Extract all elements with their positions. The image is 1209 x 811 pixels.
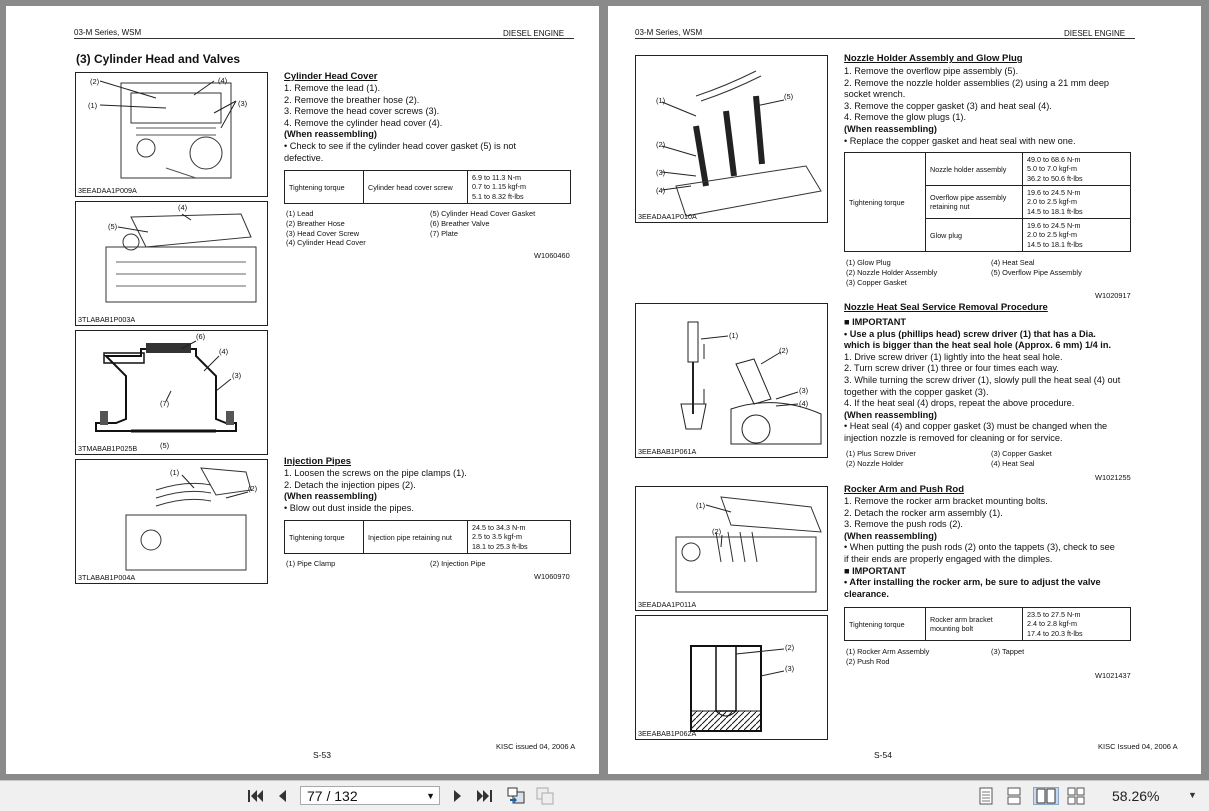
reassembling-heading: (When reassembling) <box>284 491 377 502</box>
note: defective. <box>284 152 324 163</box>
note: • Check to see if the cylinder head cover gasket (5) is not <box>284 140 516 151</box>
callout: (3) <box>799 386 809 395</box>
torque-value: 36.2 to 50.6 ft-lbs <box>1027 173 1083 183</box>
important-line: which is bigger than the heat seal hole (Approx. 6 mm) 1/4 in. <box>844 340 1111 351</box>
callout: (6) <box>196 332 206 341</box>
step: 2. Turn screw driver (1) three or four times each way. <box>844 363 1059 374</box>
legend-item: (3) Copper Gasket <box>846 277 907 287</box>
legend-item: (4) Heat Seal <box>991 258 1035 267</box>
torque-values <box>468 521 571 554</box>
step: 3. While turning the screw driver (1), slowly pull the heat seal (4) out <box>844 374 1121 385</box>
important-line: clearance. <box>844 588 889 599</box>
legend-left <box>286 559 335 569</box>
step: 1. Loosen the screws on the pipe clamps (1). <box>284 468 467 478</box>
legend-left <box>286 209 366 248</box>
injection-pipes-illustration <box>76 460 267 583</box>
figure-code: 3TLABAB1P003A <box>78 315 136 324</box>
torque-label: Tightening torque <box>285 171 364 204</box>
zoom-dropdown-icon[interactable]: ▼ <box>1188 790 1197 800</box>
rocker-arm-illustration <box>636 487 827 610</box>
torque-values <box>1023 153 1131 186</box>
rocker-arm-title: Rocker Arm and Push Rod <box>844 484 965 495</box>
legend-item: (2) Breather Hose <box>286 218 345 228</box>
callout: (3) <box>656 168 666 177</box>
torque-table-head-cover <box>284 170 571 204</box>
figure-push-rod-tappet <box>635 615 828 740</box>
step: 4. Remove the glow plugs (1). <box>844 112 967 123</box>
torque-item: Overflow pipe assembly retaining nut <box>926 186 1023 219</box>
header-rule <box>74 38 574 39</box>
page-indicator: 77 / 132 <box>307 788 358 804</box>
right-page <box>608 6 1201 774</box>
torque-value: 6.9 to 11.3 N-m <box>472 172 522 182</box>
important-line: • After installing the rocker arm, be sure to adjust the valve <box>844 577 1101 588</box>
torque-values <box>468 171 571 204</box>
torque-value: 24.5 to 34.3 N-m <box>472 522 526 532</box>
two-page-scroll-icon <box>1067 787 1085 805</box>
issued-note: KISC issued 04, 2006 A <box>496 742 576 751</box>
step: 2. Remove the nozzle holder assemblies (2) using a 21 mm deep <box>844 77 1110 88</box>
section-code: W1060970 <box>534 572 570 581</box>
header-engine: DIESEL ENGINE <box>1064 29 1126 38</box>
previous-page-button[interactable] <box>272 787 292 805</box>
legend-item: (6) Breather Valve <box>430 218 490 228</box>
step: 2. Remove the breather hose (2). <box>284 94 420 105</box>
reassembling-heading: (When reassembling) <box>844 409 937 420</box>
figure-code: 3EEABAB1P062A <box>638 729 697 738</box>
injection-pipes-steps <box>284 468 467 514</box>
figure-head-cover-removed <box>75 201 268 326</box>
step: 1. Remove the lead (1). <box>284 83 381 93</box>
callout: (2) <box>248 484 258 493</box>
step: 3. Remove the head cover screws (3). <box>284 106 440 117</box>
engine-illustration <box>76 73 267 196</box>
page-number-field[interactable] <box>300 786 440 805</box>
two-page-view-button[interactable] <box>1033 787 1059 805</box>
torque-value: 2.0 to 2.5 kgf-m <box>1027 230 1077 240</box>
go-back-view-button[interactable] <box>505 787 527 805</box>
step: 2. Detach the injection pipes (2). <box>284 479 416 490</box>
callout: (4) <box>656 186 666 195</box>
torque-values <box>1023 186 1131 219</box>
figure-head-cover-section <box>75 330 268 455</box>
issued-note: KISC Issued 04, 2006 A <box>1098 742 1178 751</box>
last-page-icon <box>476 788 494 804</box>
section-code: W1021255 <box>1095 473 1131 482</box>
figure-code: 3EEADAA1P010A <box>638 212 697 221</box>
legend-left <box>846 647 929 667</box>
legend-item: (5) Overflow Pipe Assembly <box>991 267 1082 277</box>
important-heading: ■ IMPORTANT <box>844 565 907 576</box>
note: injection nozzle is removed for cleaning or for service. <box>844 432 1063 443</box>
torque-value: 14.5 to 18.1 ft-lbs <box>1027 206 1083 216</box>
torque-value: 2.5 to 3.5 kgf-m <box>472 532 522 542</box>
two-page-continuous-button[interactable] <box>1066 787 1086 805</box>
next-page-button[interactable] <box>448 787 468 805</box>
first-page-button[interactable] <box>244 787 266 805</box>
single-page-view-button[interactable] <box>976 787 996 805</box>
rocker-arm-body <box>844 496 1115 600</box>
torque-table-nozzle <box>844 152 1131 252</box>
torque-label: Tightening torque <box>845 608 926 641</box>
legend-item: (3) Tappet <box>991 647 1025 656</box>
callout: (1) <box>729 331 739 340</box>
section-code: W1021437 <box>1095 671 1131 680</box>
callout: (1) <box>170 468 180 477</box>
header-engine: DIESEL ENGINE <box>503 29 565 38</box>
legend-item: (1) Plus Screw Driver <box>846 449 916 458</box>
reassembling-heading: (When reassembling) <box>844 123 937 134</box>
callout: (4) <box>178 203 188 212</box>
left-page <box>6 6 599 774</box>
callout: (1) <box>656 96 666 105</box>
reassembling-heading: (When reassembling) <box>284 129 377 140</box>
torque-item: Rocker arm bracket mounting bolt <box>926 608 1023 641</box>
go-forward-view-button[interactable] <box>534 787 556 805</box>
torque-value: 49.0 to 68.6 N-m <box>1027 154 1081 164</box>
step: 1. Drive screw driver (1) lightly into the heat seal hole. <box>844 351 1063 362</box>
figure-injection-pipes <box>75 459 268 584</box>
legend-item: (3) Copper Gasket <box>991 449 1052 458</box>
callout: (2) <box>656 140 666 149</box>
torque-value: 2.4 to 2.8 kgf-m <box>1027 619 1077 629</box>
note: • When putting the push rods (2) onto the tappets (3), check to see <box>844 542 1115 553</box>
section-code: W1020917 <box>1095 291 1131 300</box>
legend-item: (7) Plate <box>430 228 458 238</box>
legend-item: (1) Rocker Arm Assembly <box>846 647 930 656</box>
header-series: 03-M Series, WSM <box>635 28 703 37</box>
step: 3. Remove the push rods (2). <box>844 519 963 530</box>
figure-cylinder-head-cover <box>75 72 268 197</box>
page-number: S-54 <box>874 750 892 760</box>
first-page-icon <box>246 788 264 804</box>
torque-value: 23.5 to 27.5 N-m <box>1027 609 1081 619</box>
nozzle-holder-title: Nozzle Holder Assembly and Glow Plug <box>844 53 1023 64</box>
callout: (4) <box>218 76 228 85</box>
callout: (5) <box>108 222 118 231</box>
callout: (2) <box>785 643 795 652</box>
step: 1. Remove the overflow pipe assembly (5). <box>844 66 1019 76</box>
legend-item: (2) Push Rod <box>846 656 890 666</box>
legend-right <box>991 647 1024 657</box>
torque-value: 18.1 to 25.3 ft-lbs <box>472 541 528 551</box>
legend-item: (4) Cylinder Head Cover <box>286 238 366 248</box>
nozzle-holder-steps <box>844 66 1109 147</box>
legend-item: (5) Cylinder Head Cover Gasket <box>430 209 536 218</box>
section-code: W1060460 <box>534 251 570 260</box>
step: 2. Detach the rocker arm assembly (1). <box>844 507 1003 518</box>
cylinder-head-cover-title: Cylinder Head Cover <box>284 71 378 82</box>
legend-item: (1) Pipe Clamp <box>286 559 336 568</box>
torque-value: 19.6 to 24.5 N-m <box>1027 220 1081 230</box>
torque-item: Glow plug <box>926 219 1023 252</box>
legend-item: (1) Glow Plug <box>846 258 891 267</box>
last-page-button[interactable] <box>474 787 496 805</box>
figure-nozzle-holders <box>635 55 828 223</box>
step: socket wrench. <box>844 89 906 100</box>
torque-item: Nozzle holder assembly <box>926 153 1023 186</box>
torque-label: Tightening torque <box>285 521 364 554</box>
torque-value: 17.4 to 20.3 ft-lbs <box>1027 628 1083 638</box>
step: 4. Remove the cylinder head cover (4). <box>284 117 443 128</box>
figure-code: 3EEADAA1P011A <box>638 600 697 609</box>
callout: (3) <box>238 99 248 108</box>
step: together with the copper gasket (3). <box>844 386 989 397</box>
important-heading: ■ IMPORTANT <box>844 317 907 327</box>
torque-item: Cylinder head cover screw <box>364 171 468 204</box>
legend-item: (2) Nozzle Holder <box>846 458 904 468</box>
single-page-icon <box>979 787 993 805</box>
torque-values <box>1023 608 1131 641</box>
note: if their ends are properly engaged with the dimples. <box>844 553 1053 564</box>
heat-seal-title: Nozzle Heat Seal Service Removal Procedure <box>844 302 1048 313</box>
torque-value: 5.0 to 7.0 kgf-m <box>1027 164 1077 174</box>
callout: (3) <box>785 664 795 673</box>
legend-item: (2) Injection Pipe <box>430 559 486 568</box>
callout: (7) <box>160 399 170 408</box>
step: 4. If the heat seal (4) drops, repeat the above procedure. <box>844 398 1075 409</box>
torque-value: 19.6 to 24.5 N-m <box>1027 187 1081 197</box>
important-line: • Use a plus (phillips head) screw driver (1) that has a Dia. <box>844 328 1096 339</box>
torque-table-rocker-arm <box>844 607 1131 641</box>
tappet-section-diagram <box>636 616 827 739</box>
step: 1. Remove the rocker arm bracket mounting bolts. <box>844 496 1048 506</box>
page-number: S-53 <box>313 750 331 760</box>
legend-item: (1) Lead <box>286 209 314 218</box>
section-title: (3) Cylinder Head and Valves <box>76 52 241 66</box>
callout: (2) <box>90 77 100 86</box>
viewer-toolbar <box>0 780 1209 811</box>
legend-item: (4) Heat Seal <box>991 458 1035 468</box>
callout: (4) <box>219 347 229 356</box>
torque-value: 2.0 to 2.5 kgf-m <box>1027 197 1077 207</box>
torque-table-injection-pipe <box>284 520 571 554</box>
heat-seal-body <box>844 317 1120 445</box>
legend-left <box>846 449 916 469</box>
callout: (2) <box>712 527 722 536</box>
callout: (5) <box>160 441 170 450</box>
torque-item: Injection pipe retaining nut <box>364 521 468 554</box>
figure-code: 3TMABAB1P025B <box>78 444 138 453</box>
torque-value: 5.1 to 8.32 ft-lbs <box>472 191 524 201</box>
header-rule <box>635 38 1135 39</box>
legend-right <box>430 209 535 238</box>
continuous-page-icon <box>1007 787 1021 805</box>
legend-right <box>991 449 1052 469</box>
legend-item: (2) Nozzle Holder Assembly <box>846 267 938 277</box>
figure-code: 3EEADAA1P009A <box>78 186 137 195</box>
zoom-level[interactable]: 58.26% <box>1112 788 1160 804</box>
note: • Blow out dust inside the pipes. <box>284 502 414 513</box>
legend-item: (3) Head Cover Screw <box>286 228 360 238</box>
continuous-view-button[interactable] <box>1004 787 1024 805</box>
figure-heat-seal-removal <box>635 303 828 458</box>
next-page-icon <box>451 788 465 804</box>
section-diagram <box>76 331 267 454</box>
figure-rocker-arm <box>635 486 828 611</box>
heat-seal-diagram <box>636 304 827 457</box>
chevron-down-icon: ▼ <box>426 791 435 801</box>
header-series: 03-M Series, WSM <box>74 28 142 37</box>
figure-code: 3EEABAB1P061A <box>638 447 697 456</box>
reassembling-heading: (When reassembling) <box>844 530 937 541</box>
figure-code: 3TLABAB1P004A <box>78 573 136 582</box>
previous-view-icon <box>506 787 526 805</box>
callout: (2) <box>779 346 789 355</box>
step: 3. Remove the copper gasket (3) and heat seal (4). <box>844 100 1052 111</box>
torque-values <box>1023 219 1131 252</box>
callout: (1) <box>696 501 706 510</box>
previous-page-icon <box>275 788 289 804</box>
injection-pipes-title: Injection Pipes <box>284 456 352 467</box>
nozzle-holders-illustration <box>636 56 827 222</box>
next-view-icon <box>535 787 555 805</box>
two-page-icon <box>1036 788 1056 804</box>
legend-right <box>430 559 485 569</box>
legend-right <box>991 258 1082 278</box>
torque-value: 14.5 to 18.1 ft-lbs <box>1027 239 1083 249</box>
callout: (1) <box>88 101 98 110</box>
torque-label: Tightening torque <box>845 153 926 252</box>
head-cover-illustration <box>76 202 267 325</box>
note: • Heat seal (4) and copper gasket (3) must be changed when the <box>844 421 1108 432</box>
callout: (4) <box>799 399 809 408</box>
note: • Replace the copper gasket and heat seal with new one. <box>844 135 1076 146</box>
callout: (5) <box>784 92 794 101</box>
legend-left <box>846 258 937 287</box>
torque-value: 0.7 to 1.15 kgf-m <box>472 182 526 192</box>
callout: (3) <box>232 371 242 380</box>
cylinder-head-cover-steps <box>284 83 516 164</box>
